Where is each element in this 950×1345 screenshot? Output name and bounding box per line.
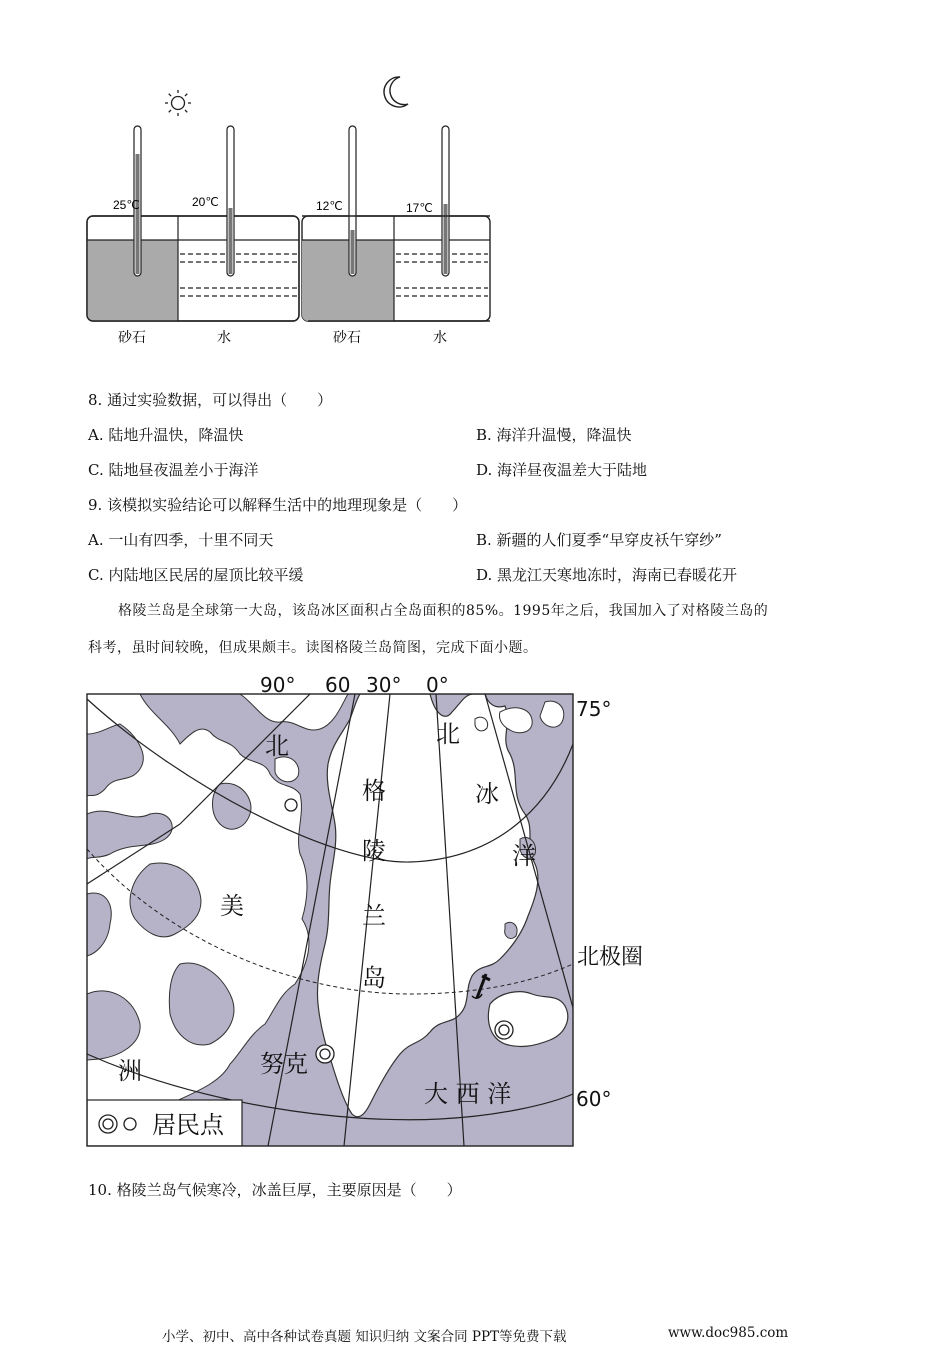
label-lat-60: 60° xyxy=(576,1087,612,1111)
label-lon-90: 90° xyxy=(260,673,296,697)
label-lon-60: 60 xyxy=(325,673,351,697)
night-tank xyxy=(302,126,500,321)
q8-option-b[interactable]: B. 海洋升温慢，降温快 xyxy=(476,426,632,444)
label-ao-1: 北 xyxy=(436,720,460,748)
day-sand-temp: 25℃ xyxy=(113,198,140,212)
nuuk-settlement-icon xyxy=(316,1045,334,1063)
day-water-temp: 20℃ xyxy=(192,195,219,209)
q8-stem: 8. 通过实验数据，可以得出（ ） xyxy=(88,391,333,409)
day-water-thermometer xyxy=(227,126,234,276)
night-water-label: 水 xyxy=(433,330,447,346)
label-lon-30: 30° xyxy=(366,673,402,697)
iceland-settlement-icon xyxy=(495,1021,513,1039)
settlement-icon xyxy=(285,799,297,811)
label-atlantic: 大 西 洋 xyxy=(424,1080,512,1108)
label-island-1: 格 xyxy=(362,777,386,805)
moon-icon xyxy=(384,77,408,107)
night-sand-thermometer xyxy=(349,126,356,276)
legend-label: 居民点 xyxy=(152,1111,224,1139)
night-sand-label: 砂石 xyxy=(333,330,361,346)
label-island-3: 兰 xyxy=(362,902,386,930)
label-lat-75: 75° xyxy=(576,697,612,721)
footer-text: 小学、初中、高中各种试卷真题 知识归纳 文案合同 PPT等免费下载 xyxy=(162,1329,567,1345)
q8-option-d[interactable]: D. 海洋昼夜温差大于陆地 xyxy=(476,461,648,479)
label-na-3: 洲 xyxy=(118,1057,142,1085)
night-water-temp: 17℃ xyxy=(406,201,433,215)
passage-line-1: 格陵兰岛是全球第一大岛，该岛冰区面积占全岛面积的85%。1995年之后，我国加入了对格陵兰岛的 xyxy=(118,603,769,619)
label-arctic-circle: 北极圈 xyxy=(577,945,644,970)
night-sand-temp: 12℃ xyxy=(316,199,343,213)
label-na-2: 美 xyxy=(220,892,244,920)
label-island-4: 岛 xyxy=(362,964,386,992)
label-ao-3: 洋 xyxy=(512,842,536,870)
q10-stem: 10. 格陵兰岛气候寒冷，冰盖巨厚，主要原因是（ ） xyxy=(88,1181,462,1199)
label-na-1: 北 xyxy=(265,732,289,760)
label-nuuk: 努克 xyxy=(260,1050,308,1078)
night-water-thermometer xyxy=(442,126,449,276)
day-sand-label: 砂石 xyxy=(118,330,146,346)
q9-option-a[interactable]: A. 一山有四季，十里不同天 xyxy=(88,531,274,549)
q8-option-c[interactable]: C. 陆地昼夜温差小于海洋 xyxy=(88,461,259,479)
label-ao-2: 冰 xyxy=(475,780,499,808)
sun-icon xyxy=(165,90,191,116)
footer-url[interactable]: www.doc985.com xyxy=(668,1325,789,1341)
greenland-map xyxy=(80,664,680,1150)
q8-option-a[interactable]: A. 陆地升温快，降温快 xyxy=(88,426,244,444)
day-water-label: 水 xyxy=(217,330,231,346)
q9-option-c[interactable]: C. 内陆地区民居的屋顶比较平缓 xyxy=(88,566,304,584)
passage-line-2: 科考，虽时间较晚，但成果颇丰。读图格陵兰岛简图，完成下面小题。 xyxy=(88,640,538,656)
q9-option-d[interactable]: D. 黑龙江天寒地冻时，海南已春暖花开 xyxy=(476,566,738,584)
q9-option-b[interactable]: B. 新疆的人们夏季“早穿皮袄午穿纱” xyxy=(476,531,722,549)
label-island-2: 陵 xyxy=(362,837,386,865)
experiment-diagram xyxy=(80,72,500,357)
day-tank xyxy=(87,126,299,321)
label-lon-0: 0° xyxy=(426,673,449,697)
q9-stem: 9. 该模拟实验结论可以解释生活中的地理现象是（ ） xyxy=(88,496,468,514)
